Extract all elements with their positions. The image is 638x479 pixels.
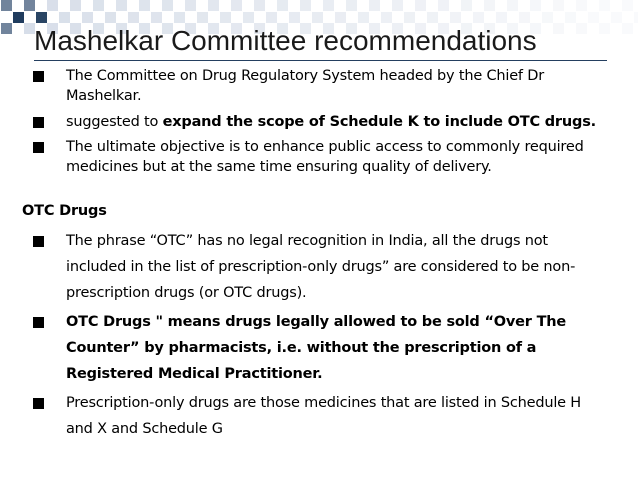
decorative-square <box>36 12 47 23</box>
decorative-square <box>47 0 58 11</box>
decorative-square <box>82 12 93 23</box>
bullet-text: suggested to <box>66 114 163 130</box>
decorative-square <box>369 0 380 11</box>
decorative-square <box>151 12 162 23</box>
title-rule <box>34 60 607 61</box>
decorative-square <box>576 0 587 11</box>
bullet-square-icon <box>33 71 44 82</box>
decorative-square <box>599 23 610 34</box>
bullet-text: Prescription-only drugs are those medicines that are listed in Schedule H and X and Schedule G <box>66 395 582 437</box>
decorative-square <box>496 12 507 23</box>
bullet-committee <box>33 66 593 106</box>
bullet-otc-phrase <box>33 228 603 306</box>
decorative-square <box>415 0 426 11</box>
decorative-square <box>277 0 288 11</box>
decorative-square <box>599 0 610 11</box>
decorative-square <box>254 0 265 11</box>
decorative-square <box>553 0 564 11</box>
decorative-square <box>634 12 638 23</box>
decorative-square <box>576 23 587 34</box>
decorative-square <box>530 0 541 11</box>
decorative-square <box>1 23 12 34</box>
slide-title: Mashelkar Committee recommendations <box>34 25 537 56</box>
decorative-square <box>105 12 116 23</box>
decorative-square <box>323 0 334 11</box>
decorative-square <box>70 0 81 11</box>
decorative-square <box>220 12 231 23</box>
decorative-square <box>461 0 472 11</box>
bullet-square-icon <box>33 398 44 409</box>
decorative-square <box>358 12 369 23</box>
bullet-prescription-only <box>33 390 603 442</box>
decorative-square <box>128 12 139 23</box>
bullet-square-icon <box>33 142 44 153</box>
decorative-square <box>174 12 185 23</box>
decorative-square <box>473 12 484 23</box>
bullet-bold-text: OTC Drugs " means drugs legally allowed to be sold “Over The Counter” by pharmacists, i.e. without the prescription of a Registered Medical Practitioner. <box>66 314 567 382</box>
bullet-otc-definition <box>33 309 608 387</box>
decorative-square <box>93 0 104 11</box>
bullet-suggested <box>33 112 603 132</box>
decorative-square <box>185 0 196 11</box>
bullet-objective <box>33 137 603 177</box>
decorative-square <box>622 23 633 34</box>
bullet-square-icon <box>33 317 44 328</box>
decorative-square <box>588 12 599 23</box>
decorative-square <box>565 12 576 23</box>
decorative-square <box>266 12 277 23</box>
decorative-square <box>1 0 12 11</box>
decorative-square <box>438 0 449 11</box>
decorative-square <box>312 12 323 23</box>
decorative-square <box>392 0 403 11</box>
decorative-square <box>427 12 438 23</box>
bullet-square-icon <box>33 236 44 247</box>
decorative-square <box>346 0 357 11</box>
decorative-square <box>162 0 173 11</box>
section-heading: OTC Drugs <box>22 203 107 219</box>
decorative-square <box>404 12 415 23</box>
bullet-bold-text: expand the scope of Schedule K to include OTC drugs. <box>162 114 596 130</box>
decorative-square <box>116 0 127 11</box>
decorative-square <box>13 12 24 23</box>
decorative-square <box>243 12 254 23</box>
decorative-square <box>335 12 346 23</box>
decorative-square <box>381 12 392 23</box>
decorative-square <box>300 0 311 11</box>
bullet-square-icon <box>33 117 44 128</box>
decorative-square <box>484 0 495 11</box>
bullet-text: The Committee on Drug Regulatory System headed by the Chief Dr Mashelkar. <box>66 68 544 104</box>
decorative-square <box>519 12 530 23</box>
decorative-square <box>450 12 461 23</box>
bullet-text: The ultimate objective is to enhance public access to commonly required medicines but at the same time ensuring quality of delivery. <box>66 139 584 175</box>
decorative-square <box>622 0 633 11</box>
decorative-square <box>139 0 150 11</box>
decorative-square <box>208 0 219 11</box>
decorative-square <box>231 0 242 11</box>
decorative-square <box>24 0 35 11</box>
decorative-square <box>59 12 70 23</box>
bullet-text: The phrase “OTC” has no legal recognition in India, all the drugs not included in the list of prescription-only drugs” are considered to be non-prescription drugs (or OTC drugs). <box>66 233 576 301</box>
decorative-square <box>611 12 622 23</box>
decorative-square <box>507 0 518 11</box>
decorative-square <box>197 12 208 23</box>
decorative-square <box>289 12 300 23</box>
decorative-square <box>553 23 564 34</box>
decorative-square <box>542 12 553 23</box>
